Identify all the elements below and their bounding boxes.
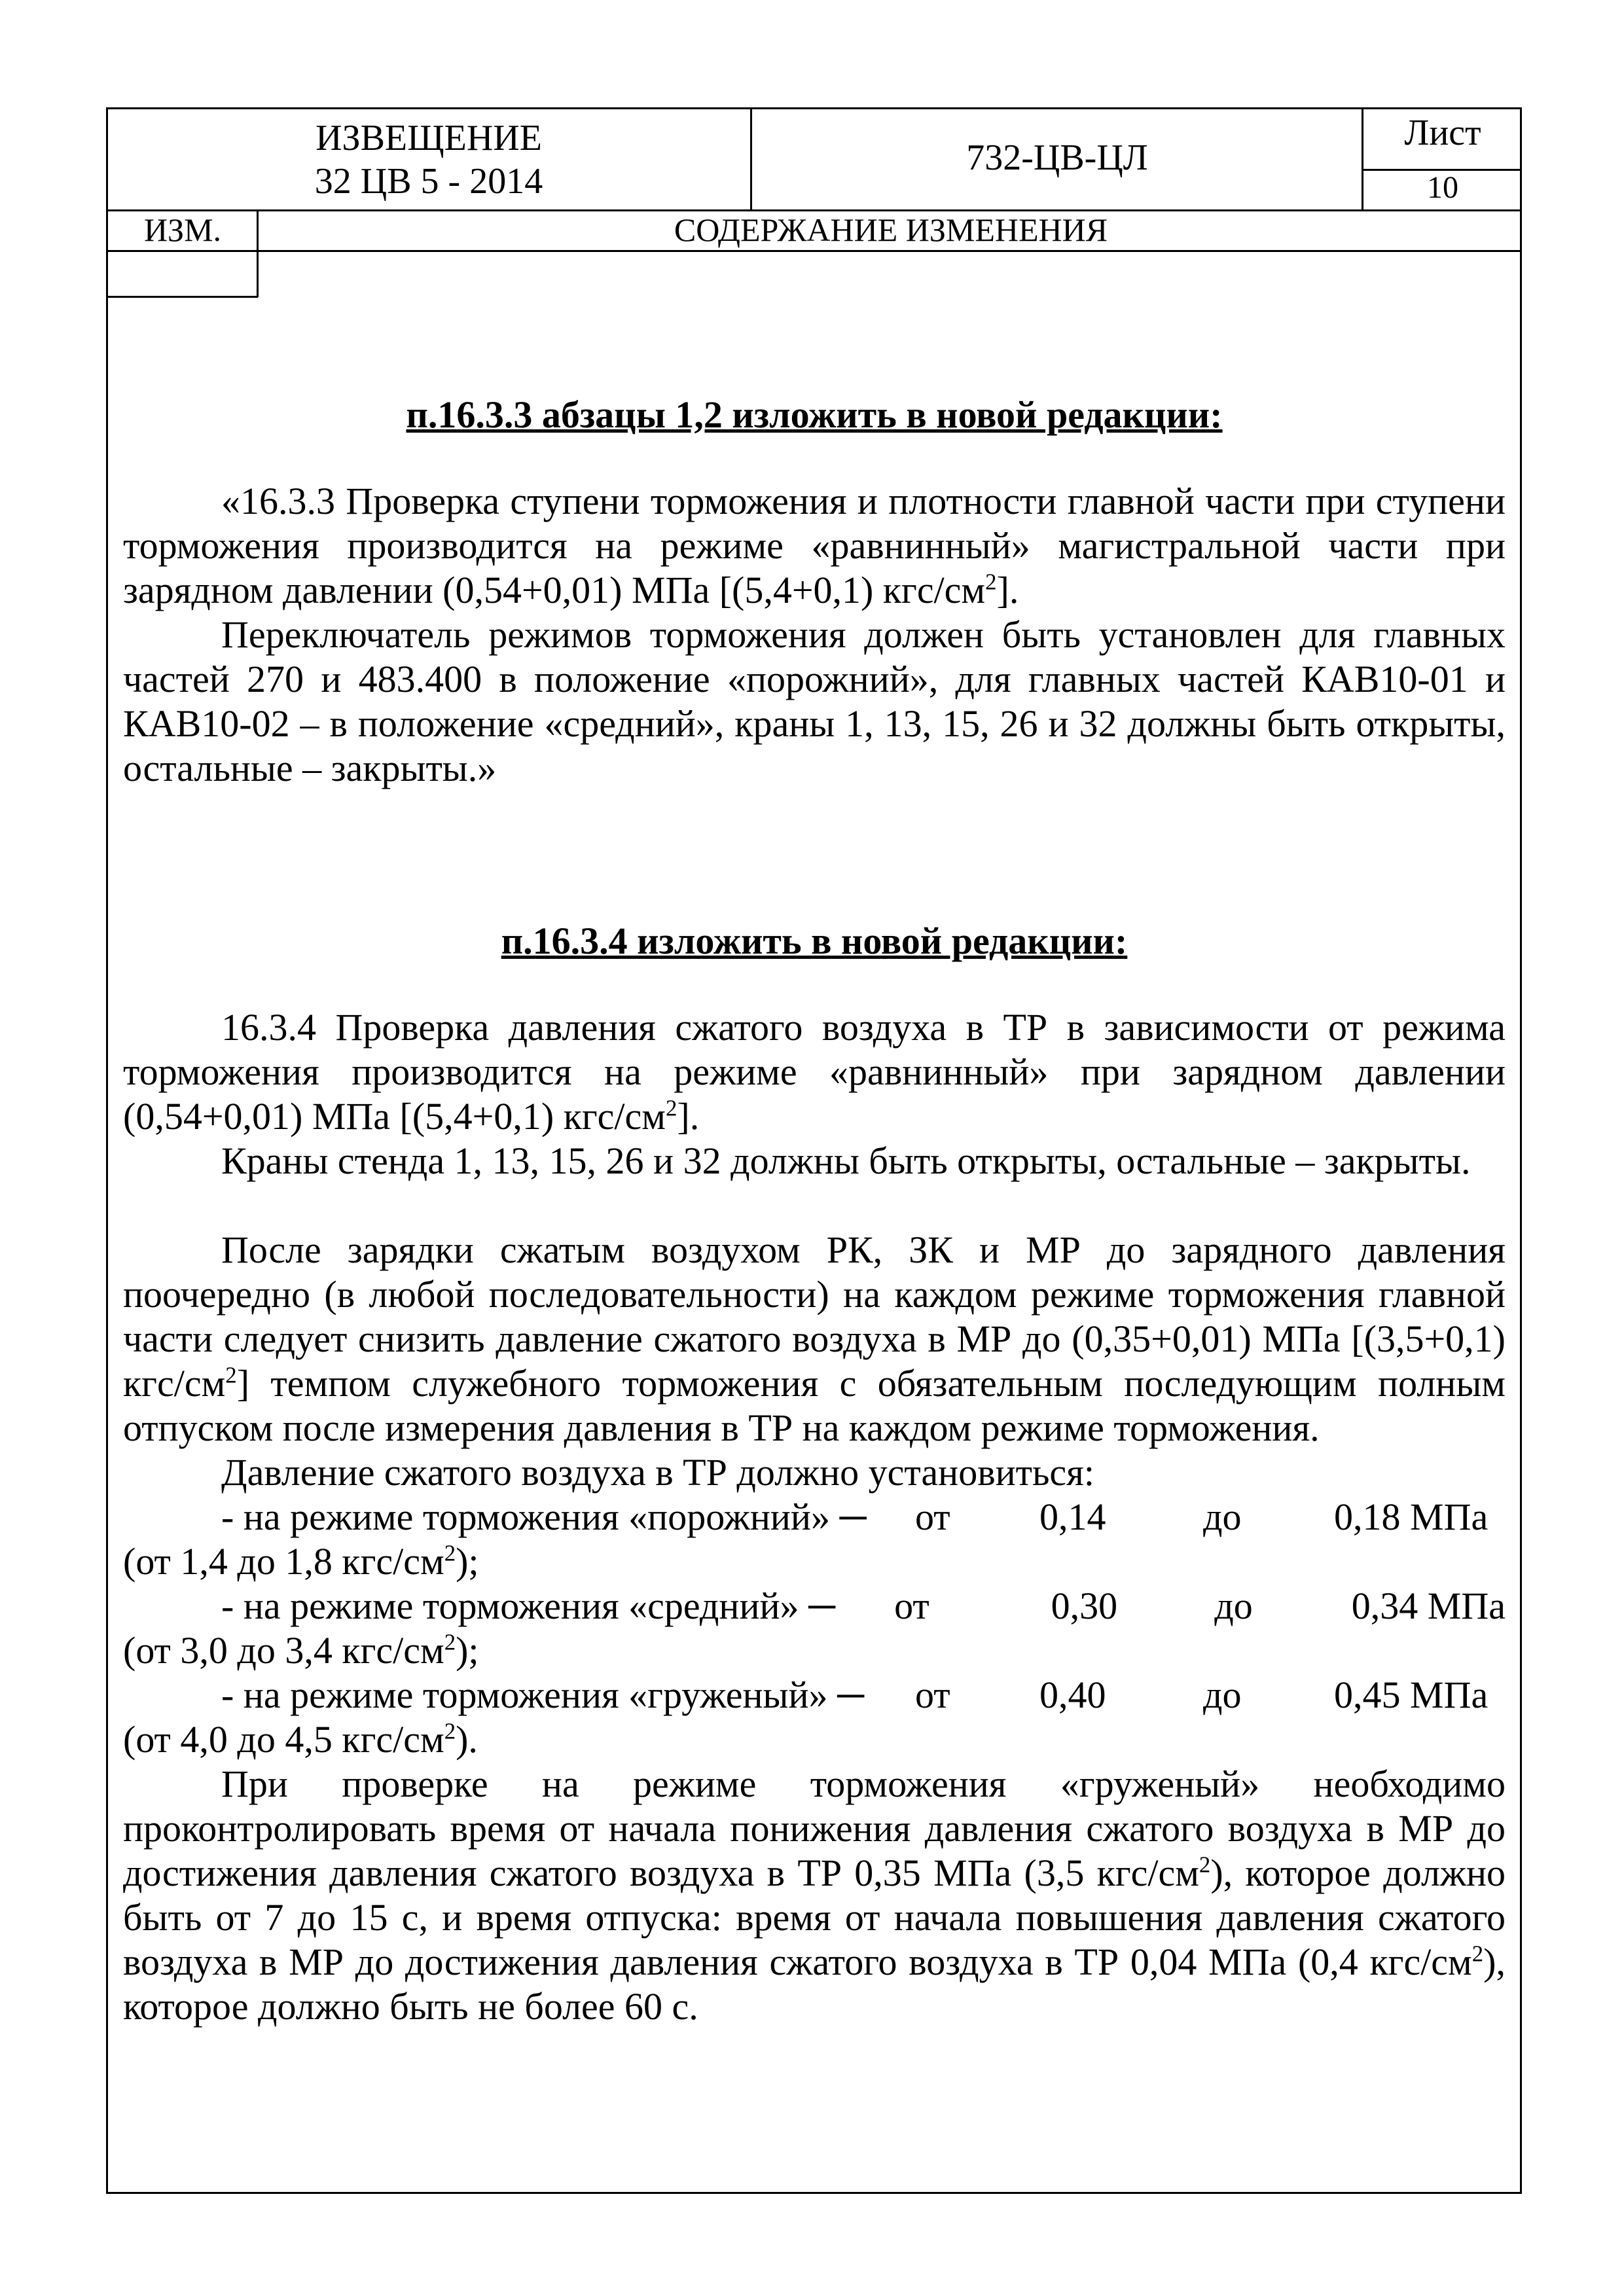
- mode-from-word: от: [915, 1674, 950, 1716]
- mode-to-value: 0,18 МПа: [1334, 1496, 1489, 1538]
- mode-alt-units: (от 3,0 до 3,4 кгс/$см^2$);: [123, 1629, 479, 1672]
- section-16-3-4-paragraph-2: Краны стенда 1, 13, 15, 26 и 32 должны быть открыты, остальные – закрыты.: [221, 1139, 1471, 1182]
- section-16-3-4-paragraph-5: При проверке на режиме торможения «груженый» необходимо проконтролировать время от начала понижения давления сжатого воздуха в МР до достижения давления сжатого воздуха в ТР 0,35 МПа (3,5 кгс/$см^2$), которое должно быть от 7 до 15 с, и время отпуска: время от начала повышения давления сжатого воздуха в МР до достижения давления сжатого воздуха в ТР 0,04 МПа (0,4 кгс/$см^2$), которое должно быть не более 60 с.: [123, 1763, 1506, 2028]
- notice-title: ИЗВЕЩЕНИЕ: [316, 118, 542, 158]
- mode-to-value: 0,34 МПа: [1351, 1585, 1506, 1627]
- mode-from-value: 0,30: [1051, 1585, 1118, 1627]
- mode-from-word: от: [894, 1585, 929, 1627]
- mode-alt-units: (от 1,4 до 1,8 кгс/$см^2$);: [123, 1540, 479, 1583]
- mode-label: - на режиме торможения «средний» ─: [221, 1585, 836, 1627]
- mode-to-word: до: [1203, 1674, 1242, 1716]
- mode-row-medium: [123, 1584, 1506, 1673]
- mode-label: - на режиме торможения «порожний» ─: [221, 1496, 867, 1538]
- section-16-3-4-paragraph-1: 16.3.4 Проверка давления сжатого воздуха в ТР в зависимости от режима торможения производится на режиме «равнинный» при зарядном давлении (0,54+0,01) МПа [(5,4+0,1) кгс/$см^2$].: [123, 1006, 1506, 1138]
- section-16-3-4-paragraph-3: После зарядки сжатым воздухом РК, ЗК и МР до зарядного давления поочередно (в любой последовательности) на каждом режиме торможения главной части следует снизить давление сжатого воздуха в МР до (0,35+0,01) МПа [(3,5+0,1) кгс/$см^2$] темпом служебного торможения с обязательным последующим полным отпуском после измерения давления в ТР на каждом режиме торможения.: [123, 1229, 1506, 1449]
- content-column-header: СОДЕРЖАНИЕ ИЗМЕНЕНИЯ: [674, 211, 1108, 248]
- sheet-label: Лист: [1404, 113, 1481, 153]
- izm-cell-bottom: [106, 296, 258, 298]
- section-16-3-4-heading: п.16.3.4 изложить в новой редакции:: [501, 920, 1128, 962]
- mode-from-value: 0,14: [1039, 1496, 1106, 1538]
- section-16-3-3-paragraph-2: Переключатель режимов торможения должен быть установлен для главных частей 270 и 483.400 в положение «порожний», для главных частей КАВ10-01 и КАВ10-02 – в положение «средний», краны 1, 13, 15, 26 и 32 должны быть открыты, остальные – закрыты.»: [123, 613, 1506, 789]
- section-16-3-3-paragraph-1: «16.3.3 Проверка ступени торможения и плотности главной части при ступени торможения производится на режиме «равнинный» магистральной части при зарядном давлении (0,54+0,01) МПа [(5,4+0,1) кгс/$см^2$].: [123, 480, 1506, 611]
- mode-label: - на режиме торможения «груженый» ─: [221, 1674, 865, 1716]
- section-16-3-4-paragraph-4: Давление сжатого воздуха в ТР должно установиться:: [221, 1451, 1094, 1494]
- mode-from-value: 0,40: [1039, 1674, 1106, 1716]
- mode-to-word: до: [1203, 1496, 1242, 1538]
- mode-alt-units: (от 4,0 до 4,5 кгс/$см^2$).: [123, 1718, 478, 1761]
- header-col-divider-2: [1362, 107, 1363, 211]
- mode-to-value: 0,45 МПа: [1334, 1674, 1489, 1716]
- sheet-number: 10: [1427, 170, 1458, 205]
- doc-code: 732-ЦВ-ЦЛ: [966, 137, 1148, 178]
- mode-to-word: до: [1214, 1585, 1253, 1627]
- mode-from-word: от: [915, 1496, 950, 1538]
- header-col-divider-1: [750, 107, 752, 211]
- mode-row-loaded: [123, 1673, 1506, 1762]
- section-16-3-3-heading: п.16.3.3 абзацы 1,2 изложить в новой редакции:: [406, 393, 1223, 436]
- mode-row-empty: [123, 1495, 1506, 1584]
- izm-row-divider: [106, 250, 1522, 252]
- izm-column-header: ИЗМ.: [143, 211, 222, 248]
- notice-number: 32 ЦВ 5 - 2014: [314, 161, 543, 202]
